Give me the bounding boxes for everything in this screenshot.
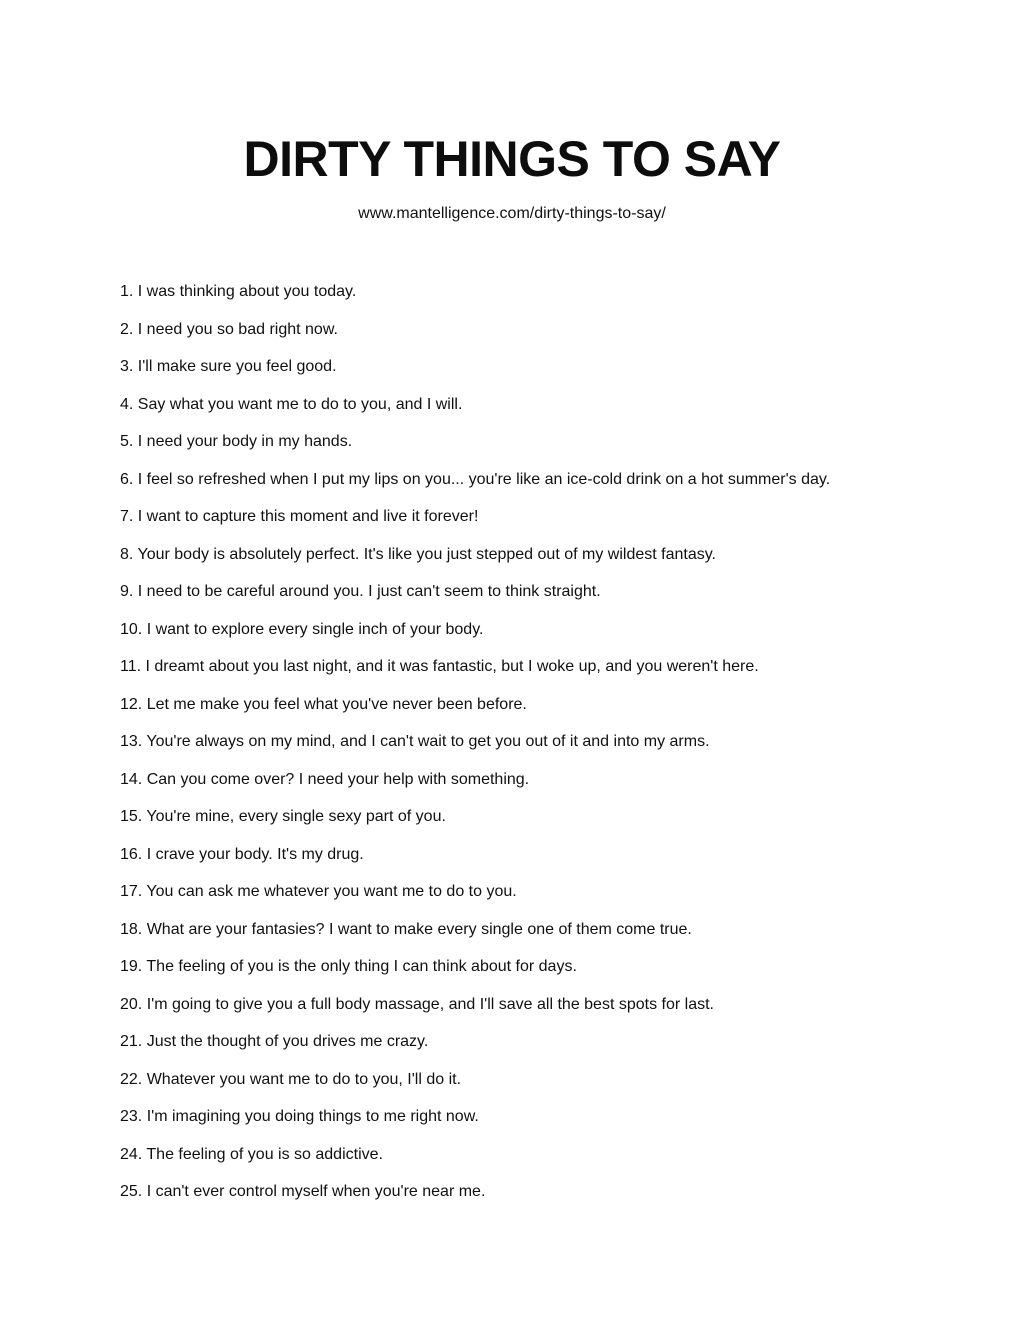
list-item: 19. The feeling of you is the only thing I can think about for days. <box>120 958 577 975</box>
list-item: 12. Let me make you feel what you've never been before. <box>120 695 527 713</box>
list-item: 24. The feeling of you is so addictive. <box>120 1145 383 1163</box>
list-item: 6. I feel so refreshed when I put my lips on you... you're like an ice-cold drink on a hot summer's day. <box>120 470 831 488</box>
list-item: 16. I crave your body. It's my drug. <box>120 845 364 863</box>
list-item: 5. I need your body in my hands. <box>120 433 353 450</box>
list-item: 21. Just the thought of you drives me crazy. <box>120 1033 429 1050</box>
source-url: www.mantelligence.com/dirty-things-to-say/ <box>358 205 666 222</box>
list-item: 4. Say what you want me to do to you, and I will. <box>120 395 463 413</box>
list-item: 1. I was thinking about you today. <box>120 283 357 300</box>
list-item: 10. I want to explore every single inch of your body. <box>120 620 484 638</box>
list-item: 22. Whatever you want me to do to you, I'll do it. <box>120 1070 462 1088</box>
list-item: 20. I'm going to give you a full body massage, and I'll save all the best spots for last. <box>120 995 714 1013</box>
list-item: 8. Your body is absolutely perfect. It's like you just stepped out of my wildest fantasy. <box>120 545 716 563</box>
list-item: 23. I'm imagining you doing things to me right now. <box>120 1108 479 1125</box>
list-item: 17. You can ask me whatever you want me to do to you. <box>120 883 517 900</box>
list-item: 9. I need to be careful around you. I just can't seem to think straight. <box>120 583 601 600</box>
list-item: 15. You're mine, every single sexy part of you. <box>120 808 446 825</box>
list-item: 3. I'll make sure you feel good. <box>120 358 337 375</box>
list-item: 11. I dreamt about you last night, and it was fantastic, but I woke up, and you weren't here. <box>120 658 759 675</box>
list-item: 7. I want to capture this moment and live it forever! <box>120 508 479 525</box>
page-title: DIRTY THINGS TO SAY <box>243 131 781 187</box>
list-item: 18. What are your fantasies? I want to make every single one of them come true. <box>120 920 692 938</box>
numbered-list <box>120 281 920 1219</box>
list-item: 13. You're always on my mind, and I can't wait to get you out of it and into my arms. <box>120 733 710 750</box>
list-item: 2. I need you so bad right now. <box>120 320 338 338</box>
list-item: 14. Can you come over? I need your help with something. <box>120 770 530 788</box>
list-item: 25. I can't ever control myself when you're near me. <box>120 1183 486 1200</box>
